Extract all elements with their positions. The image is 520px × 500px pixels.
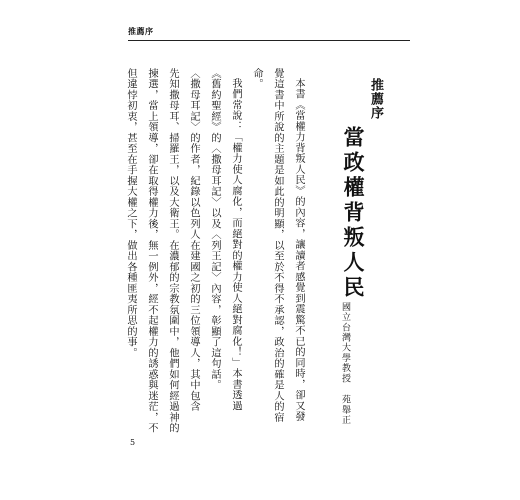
- body-line-4: 我們常說：「權力使人腐化，而絕對的權力使人絕對腐化！」本書透過: [230, 78, 241, 412]
- body-line-5: 《舊約聖經》的〈撒母耳記〉以及〈列王記〉內容，彰顯了這句話。: [209, 68, 220, 391]
- body-line-7: 先知撒母耳、掃羅王，以及大衛王。在濃郁的宗教氛圍中，他們如何經過神的: [167, 68, 178, 434]
- body-line-9: 但違悖初衷，甚至在手握大權之下，做出各種匪夷所思的事。: [125, 68, 136, 359]
- page-number: 5: [130, 438, 136, 447]
- body-line-8: 揀選，當上領導，卻在取得權力後，無一例外，經不起權力的誘惑與迷茫，不: [146, 68, 157, 434]
- body-line-1: 本書《當權力背叛人民》的內容，讓讀者感覺到震驚不已的同時，卻又發: [293, 78, 304, 422]
- header-divider: [128, 40, 410, 41]
- section-label: 推薦序: [368, 78, 383, 120]
- page-title: 當政權背叛人民: [341, 126, 366, 301]
- author-byline: 國立台灣大學教授 苑舉正: [340, 302, 350, 426]
- body-line-3: 命。: [251, 68, 262, 90]
- body-line-2: 覺這書中所說的主題是如此的明顯，以至於不得不承認，政治的確是人的宿: [272, 68, 283, 423]
- running-header-label: 推薦序: [128, 26, 154, 36]
- body-line-6: 〈撒母耳記〉的作者，紀錄以色列人在建國之初的三位領導人，其中包含: [188, 68, 199, 412]
